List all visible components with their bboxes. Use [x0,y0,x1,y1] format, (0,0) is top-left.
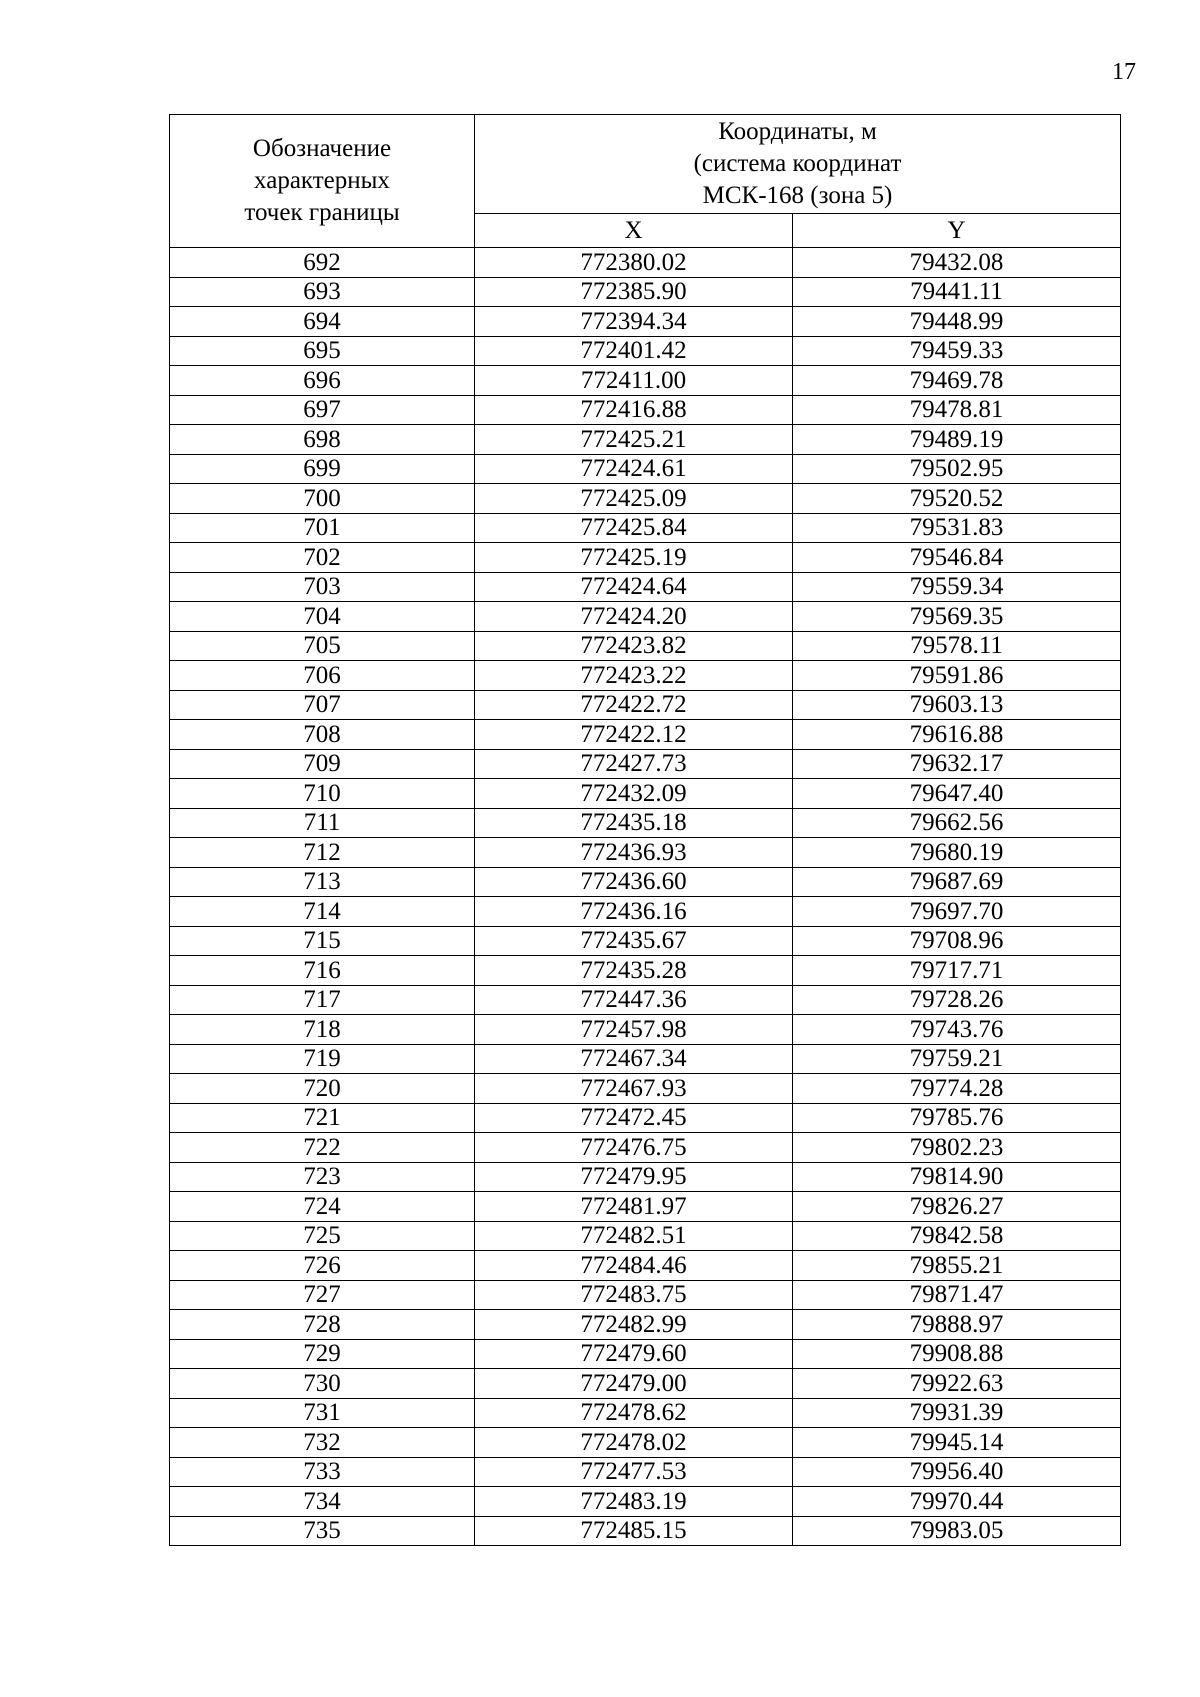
y-cell: 79603.13 [793,690,1121,720]
x-cell: 772481.97 [475,1192,793,1222]
point-cell: 693 [170,277,475,307]
table-row [170,631,1121,661]
x-cell: 772485.15 [475,1516,793,1546]
x-cell: 772427.73 [475,749,793,779]
y-cell: 79502.95 [793,454,1121,484]
x-cell: 772380.02 [475,248,793,278]
y-cell: 79774.28 [793,1074,1121,1104]
point-cell: 725 [170,1221,475,1251]
y-cell: 79931.39 [793,1398,1121,1428]
table-row [170,1192,1121,1222]
table-row [170,425,1121,455]
table-row [170,867,1121,897]
x-cell: 772425.19 [475,543,793,573]
table-body [170,248,1121,1546]
x-cell: 772447.36 [475,985,793,1015]
x-cell: 772436.93 [475,838,793,868]
table-row [170,956,1121,986]
y-cell: 79441.11 [793,277,1121,307]
table-row [170,1487,1121,1517]
x-cell: 772425.84 [475,513,793,543]
y-cell: 79871.47 [793,1280,1121,1310]
point-cell: 713 [170,867,475,897]
table-header [170,115,1121,248]
x-cell: 772423.22 [475,661,793,691]
y-cell: 79687.69 [793,867,1121,897]
y-cell: 79743.76 [793,1015,1121,1045]
header-x: X [475,214,793,248]
x-cell: 772478.62 [475,1398,793,1428]
y-cell: 79785.76 [793,1103,1121,1133]
table-row [170,1221,1121,1251]
table-row [170,454,1121,484]
table-row [170,543,1121,573]
coordinates-table [169,114,1121,1546]
y-cell: 79459.33 [793,336,1121,366]
table-row [170,1516,1121,1546]
header-coordinates-line: МСК-168 (зона 5) [702,182,893,209]
point-cell: 732 [170,1428,475,1458]
x-cell: 772482.99 [475,1310,793,1340]
x-cell: 772385.90 [475,277,793,307]
table-row [170,838,1121,868]
y-cell: 79759.21 [793,1044,1121,1074]
point-cell: 694 [170,307,475,337]
point-cell: 716 [170,956,475,986]
x-cell: 772422.72 [475,690,793,720]
x-cell: 772457.98 [475,1015,793,1045]
point-cell: 696 [170,366,475,396]
point-cell: 699 [170,454,475,484]
y-cell: 79591.86 [793,661,1121,691]
table-row [170,1398,1121,1428]
x-cell: 772416.88 [475,395,793,425]
point-cell: 708 [170,720,475,750]
point-cell: 726 [170,1251,475,1281]
point-cell: 733 [170,1457,475,1487]
y-cell: 79632.17 [793,749,1121,779]
x-cell: 772435.67 [475,926,793,956]
x-cell: 772478.02 [475,1428,793,1458]
header-coordinates-line: (система координат [693,150,902,177]
point-cell: 710 [170,779,475,809]
table-row [170,1369,1121,1399]
point-cell: 706 [170,661,475,691]
table-row [170,1162,1121,1192]
header-coordinates-line: Координаты, м [718,118,877,145]
table-row [170,1044,1121,1074]
y-cell: 79616.88 [793,720,1121,750]
x-cell: 772479.95 [475,1162,793,1192]
x-cell: 772484.46 [475,1251,793,1281]
point-cell: 722 [170,1133,475,1163]
y-cell: 79489.19 [793,425,1121,455]
x-cell: 772411.00 [475,366,793,396]
x-cell: 772436.60 [475,867,793,897]
point-cell: 705 [170,631,475,661]
y-cell: 79662.56 [793,808,1121,838]
x-cell: 772472.45 [475,1103,793,1133]
y-cell: 79469.78 [793,366,1121,396]
point-cell: 709 [170,749,475,779]
x-cell: 772436.16 [475,897,793,927]
y-cell: 79531.83 [793,513,1121,543]
x-cell: 772435.18 [475,808,793,838]
point-cell: 695 [170,336,475,366]
y-cell: 79956.40 [793,1457,1121,1487]
x-cell: 772476.75 [475,1133,793,1163]
header-designation-line: характерных [254,167,390,194]
point-cell: 719 [170,1044,475,1074]
y-cell: 79802.23 [793,1133,1121,1163]
table-row [170,1015,1121,1045]
point-cell: 701 [170,513,475,543]
point-cell: 717 [170,985,475,1015]
table-row [170,1280,1121,1310]
x-cell: 772467.93 [475,1074,793,1104]
y-cell: 79448.99 [793,307,1121,337]
point-cell: 730 [170,1369,475,1399]
y-cell: 79478.81 [793,395,1121,425]
point-cell: 712 [170,838,475,868]
y-cell: 79728.26 [793,985,1121,1015]
y-cell: 79680.19 [793,838,1121,868]
x-cell: 772423.82 [475,631,793,661]
table-row [170,897,1121,927]
y-cell: 79647.40 [793,779,1121,809]
point-cell: 700 [170,484,475,514]
point-cell: 728 [170,1310,475,1340]
point-cell: 729 [170,1339,475,1369]
point-cell: 727 [170,1280,475,1310]
y-cell: 79697.70 [793,897,1121,927]
y-cell: 79888.97 [793,1310,1121,1340]
table-row [170,248,1121,278]
point-cell: 703 [170,572,475,602]
y-cell: 79717.71 [793,956,1121,986]
point-cell: 731 [170,1398,475,1428]
point-cell: 720 [170,1074,475,1104]
x-cell: 772479.60 [475,1339,793,1369]
header-y: Y [793,214,1121,248]
table-row [170,1428,1121,1458]
header-coordinates [475,115,1121,214]
point-cell: 715 [170,926,475,956]
x-cell: 772483.75 [475,1280,793,1310]
point-cell: 721 [170,1103,475,1133]
y-cell: 79708.96 [793,926,1121,956]
table-row [170,1133,1121,1163]
point-cell: 734 [170,1487,475,1517]
x-cell: 772422.12 [475,720,793,750]
y-cell: 79945.14 [793,1428,1121,1458]
table-row [170,720,1121,750]
header-designation-line: точек границы [244,199,400,226]
y-cell: 79520.52 [793,484,1121,514]
y-cell: 79970.44 [793,1487,1121,1517]
table-row [170,277,1121,307]
table-row [170,779,1121,809]
point-cell: 702 [170,543,475,573]
y-cell: 79983.05 [793,1516,1121,1546]
point-cell: 698 [170,425,475,455]
table-row [170,484,1121,514]
x-cell: 772424.61 [475,454,793,484]
table-row [170,749,1121,779]
point-cell: 714 [170,897,475,927]
table-row [170,336,1121,366]
x-cell: 772467.34 [475,1044,793,1074]
table-row [170,661,1121,691]
page-number: 17 [1112,59,1136,85]
y-cell: 79922.63 [793,1369,1121,1399]
x-cell: 772425.09 [475,484,793,514]
x-cell: 772432.09 [475,779,793,809]
point-cell: 723 [170,1162,475,1192]
y-cell: 79908.88 [793,1339,1121,1369]
y-cell: 79559.34 [793,572,1121,602]
x-cell: 772435.28 [475,956,793,986]
x-cell: 772479.00 [475,1369,793,1399]
y-cell: 79814.90 [793,1162,1121,1192]
table-row [170,1457,1121,1487]
y-cell: 79842.58 [793,1221,1121,1251]
table-row [170,1251,1121,1281]
x-cell: 772424.20 [475,602,793,632]
point-cell: 692 [170,248,475,278]
point-cell: 704 [170,602,475,632]
table-row [170,366,1121,396]
point-cell: 735 [170,1516,475,1546]
table-row [170,572,1121,602]
table-row [170,985,1121,1015]
header-designation-line: Обозначение [252,135,392,162]
table-row [170,513,1121,543]
point-cell: 711 [170,808,475,838]
y-cell: 79826.27 [793,1192,1121,1222]
table-row [170,602,1121,632]
x-cell: 772482.51 [475,1221,793,1251]
y-cell: 79569.35 [793,602,1121,632]
table-row [170,1074,1121,1104]
table-row [170,808,1121,838]
header-designation [170,115,475,248]
table-row [170,690,1121,720]
table-row [170,1310,1121,1340]
table-row [170,395,1121,425]
point-cell: 724 [170,1192,475,1222]
table-row [170,926,1121,956]
y-cell: 79546.84 [793,543,1121,573]
point-cell: 697 [170,395,475,425]
y-cell: 79432.08 [793,248,1121,278]
x-cell: 772477.53 [475,1457,793,1487]
x-cell: 772424.64 [475,572,793,602]
y-cell: 79578.11 [793,631,1121,661]
y-cell: 79855.21 [793,1251,1121,1281]
point-cell: 718 [170,1015,475,1045]
x-cell: 772425.21 [475,425,793,455]
x-cell: 772394.34 [475,307,793,337]
x-cell: 772483.19 [475,1487,793,1517]
table-row [170,1103,1121,1133]
table-row [170,307,1121,337]
point-cell: 707 [170,690,475,720]
table-row [170,1339,1121,1369]
x-cell: 772401.42 [475,336,793,366]
